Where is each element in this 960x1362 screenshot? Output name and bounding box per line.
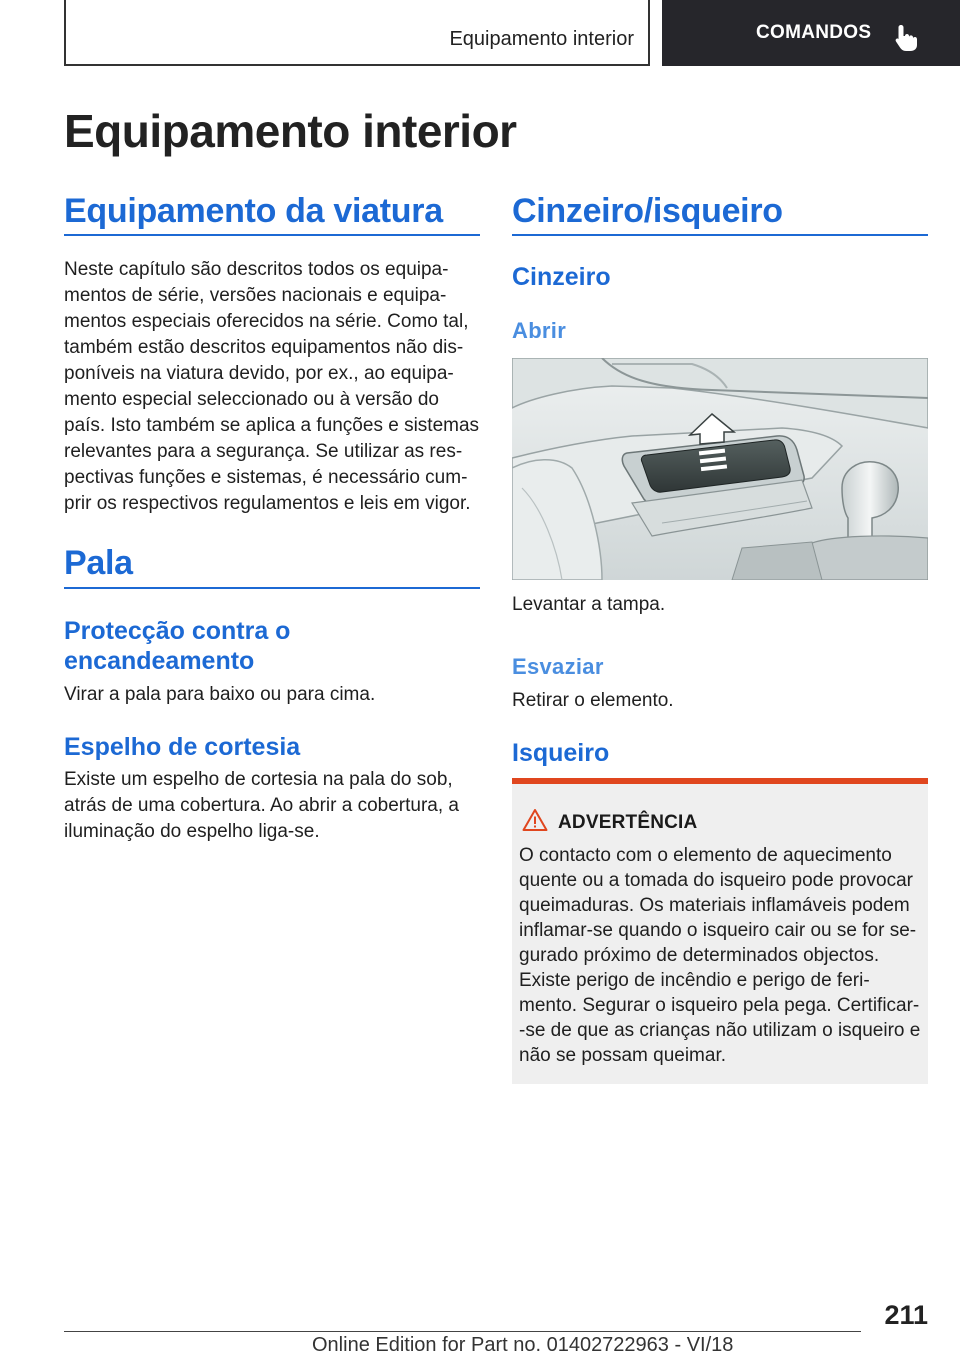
text-line: O contacto com o elemento de aquecimento (519, 845, 892, 866)
text-line: não se possam queimar. (519, 1045, 727, 1066)
text-line: -se de que as crianças não utilizam o isqueiro e (519, 1020, 921, 1041)
text-line: quente ou a tomada do isqueiro pode provocar (519, 870, 913, 891)
text-line: prir os respectivos regulamentos e leis em vigor. (64, 493, 471, 514)
header-section-title: Equipamento interior (449, 28, 634, 50)
heading-rule (512, 234, 928, 236)
heading-abrir: Abrir (512, 318, 567, 343)
heading-proteccao-encandeamento: Protecção contra o encandeamento (64, 617, 291, 675)
page-title: Equipamento interior (64, 105, 517, 157)
text-line: atrás de uma cobertura. Ao abrir a cobertura, a (64, 795, 459, 816)
paragraph-proteccao: Virar a pala para baixo ou para cima. (64, 684, 376, 705)
text-line: relevantes para a segurança. Se utilizar as res- (64, 441, 463, 462)
text-line: gurado próximo de determinados objectos. (519, 945, 880, 966)
heading-esvaziar: Esvaziar (512, 654, 604, 679)
figure-caption: Levantar a tampa. (512, 594, 666, 615)
heading-espelho-cortesia: Espelho de cortesia (64, 733, 301, 761)
footer-rule (64, 1331, 861, 1332)
header-frame (64, 0, 650, 66)
paragraph-esvaziar: Retirar o elemento. (512, 690, 674, 711)
text-line: pectivas funções e sistemas, é necessário cum- (64, 467, 468, 488)
text-line: mentos especiais oferecidos na série. Como tal, (64, 311, 469, 332)
heading-cinzeiro-isqueiro: Cinzeiro/isqueiro (512, 192, 783, 230)
pointing-hand-icon (894, 24, 920, 52)
paragraph-espelho (64, 767, 484, 845)
page-number: 211 (884, 1300, 928, 1330)
header-chapter-label: COMANDOS (756, 22, 872, 43)
text-line: mento. Segurar o isqueiro pela pega. Certificar- (519, 995, 920, 1016)
text-line: Existe um espelho de cortesia na pala do sob, (64, 769, 453, 790)
text-line: inflamar-se quando o isqueiro cair ou se for se- (519, 920, 917, 941)
text-line: Existe perigo de incêndio e perigo de feri- (519, 970, 870, 991)
warning-text (519, 843, 923, 1068)
text-line: mento especial seleccionado ou à versão do (64, 389, 439, 410)
warning-title: ADVERTÊNCIA (558, 812, 698, 833)
heading-equipamento-viatura: Equipamento da viatura (64, 192, 443, 230)
heading-rule (64, 587, 480, 589)
heading-cinzeiro: Cinzeiro (512, 263, 611, 291)
paragraph-equipamento-viatura (64, 257, 484, 517)
footer-edition-text: Online Edition for Part no. 01402722963 - VI/18 (312, 1334, 734, 1356)
text-line: poníveis na viatura devido, por ex., ao equipa- (64, 363, 454, 384)
text-line: Neste capítulo são descritos todos os equipa- (64, 259, 449, 280)
warning-triangle-icon (522, 808, 548, 832)
ashtray-drawing (512, 358, 928, 580)
header-chapter-tab[interactable] (662, 0, 960, 66)
ashtray-illustration (512, 358, 928, 580)
warning-box (512, 778, 928, 1084)
heading-rule (64, 234, 480, 236)
text-line: também estão descritos equipamentos não dis- (64, 337, 464, 358)
text-line: queimaduras. Os materiais inflamáveis podem (519, 895, 910, 916)
heading-pala: Pala (64, 544, 133, 582)
text-line: país. Isto também se aplica a funções e sistemas (64, 415, 480, 436)
text-line: mentos de série, versões nacionais e equipa- (64, 285, 447, 306)
heading-isqueiro: Isqueiro (512, 739, 610, 767)
text-line: iluminação do espelho liga-se. (64, 821, 320, 842)
